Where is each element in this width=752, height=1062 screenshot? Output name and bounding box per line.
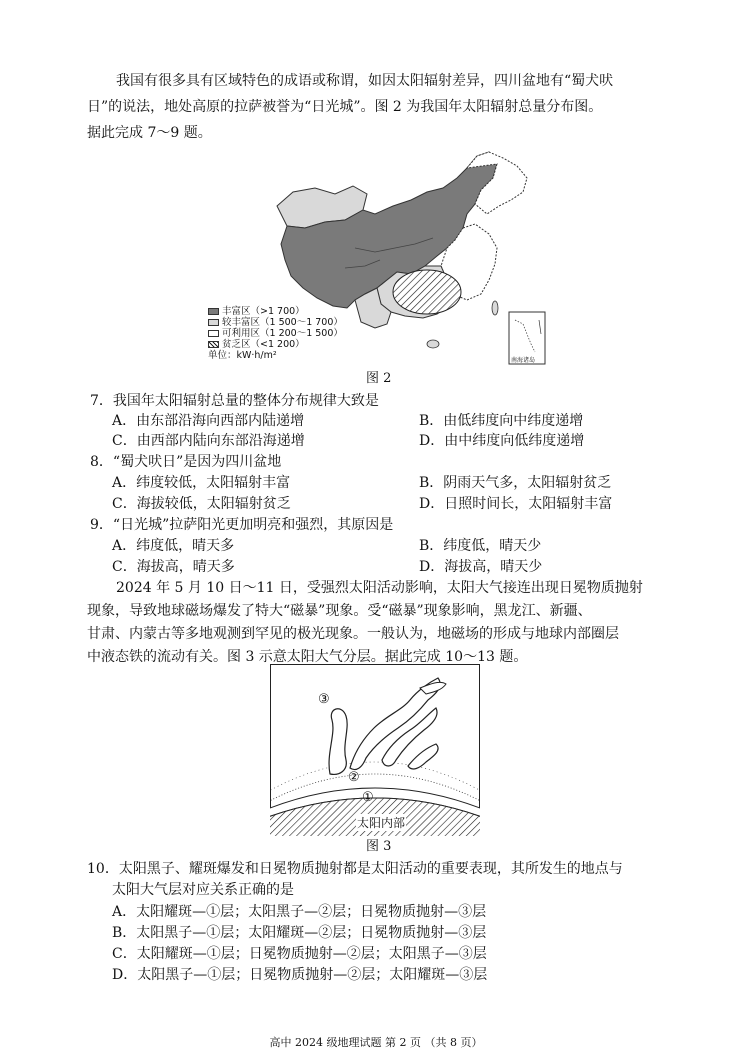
- legend-item-poor: [208, 339, 343, 350]
- solar-interior-label: 太阳内部: [357, 816, 406, 830]
- legend-label-poor: 贫乏区（<1 200）: [222, 339, 305, 350]
- solar-atmosphere-graphic: [270, 664, 480, 836]
- intro2-line-1: 2024 年 5 月 10 日～11 日，受强烈太阳活动影响，太阳大气接连出现日冕物质抛射: [116, 580, 643, 596]
- legend-item-fairly-rich: [208, 317, 343, 328]
- page-footer: 高中 2024 级地理试题 第 2 页 （共 8 页）: [269, 1036, 483, 1049]
- figure3-caption: 图 3: [366, 839, 392, 854]
- q8-option-a: A．纬度较低，太阳辐射丰富: [112, 475, 291, 491]
- legend-swatch-fairly-rich: [208, 319, 219, 326]
- legend-item-usable: [208, 328, 343, 339]
- q10-option-a: A．太阳耀斑—①层；太阳黑子—②层；日冕物质抛射—③层: [112, 904, 487, 920]
- q8-stem: 8．“蜀犬吠日”是因为四川盆地: [90, 454, 282, 470]
- q7-stem: 7．我国年太阳辐射总量的整体分布规律大致是: [90, 393, 379, 409]
- q10-stem-line-1: 10．太阳黑子、耀斑爆发和日冕物质抛射都是太阳活动的重要表现，其所发生的地点与: [87, 861, 623, 877]
- intro2-line-4: 中液态铁的流动有关。图 3 示意太阳大气分层。据此完成 10～13 题。: [87, 649, 528, 665]
- legend-label-usable: 可利用区（1 200～1 500）: [222, 328, 343, 339]
- layer-3-label: ③: [318, 692, 330, 707]
- q10-option-c: C．太阳耀斑—①层；日冕物质抛射—②层；太阳黑子—③层: [112, 946, 487, 962]
- q9-option-a: A．纬度低，晴天多: [112, 538, 235, 554]
- q7-option-b: B．由低纬度向中纬度递增: [419, 413, 584, 429]
- q9-option-d: D．海拔高，晴天少: [419, 559, 543, 575]
- layer-2-label: ②: [348, 770, 360, 785]
- legend-label-fairly-rich: 较丰富区（1 500～1 700）: [222, 317, 343, 328]
- q8-option-d: D．日照时间长，太阳辐射丰富: [419, 496, 613, 512]
- layer-1-label: ①: [362, 790, 374, 805]
- q8-option-b: B．阴雨天气多，太阳辐射贫乏: [419, 475, 612, 491]
- figure3-diagram: [270, 664, 480, 836]
- intro1-line-2: 日”的说法，地处高原的拉萨被誉为“日光城”。图 2 为我国年太阳辐射总量分布图。: [87, 99, 603, 115]
- legend-item-rich: [208, 306, 343, 317]
- legend-label-rich: 丰富区（>1 700）: [222, 306, 305, 317]
- q10-option-b: B．太阳黑子—①层；太阳耀斑—②层；日冕物质抛射—③层: [112, 925, 487, 941]
- q9-option-b: B．纬度低，晴天少: [419, 538, 542, 554]
- legend-swatch-usable: [208, 330, 219, 337]
- intro2-line-3: 甘肃、内蒙古等多地观测到罕见的极光现象。一般认为，地磁场的形成与地球内部圈层: [87, 626, 619, 642]
- legend-swatch-rich: [208, 308, 219, 315]
- q7-option-d: D．由中纬度向低纬度递增: [419, 433, 585, 449]
- figure2-legend: [208, 306, 343, 361]
- figure2-caption: 图 2: [366, 371, 392, 386]
- q8-option-c: C．海拔较低，太阳辐射贫乏: [112, 496, 291, 512]
- q9-option-c: C．海拔高，晴天多: [112, 559, 235, 575]
- intro2-line-2: 现象，导致地球磁场爆发了特大“磁暴”现象。受“磁暴”现象影响，黑龙江、新疆、: [87, 603, 592, 619]
- q9-stem: 9．“日光城”拉萨阳光更加明亮和强烈，其原因是: [90, 517, 394, 533]
- legend-swatch-poor: [208, 341, 219, 348]
- q10-stem-line-2: 太阳大气层对应关系正确的是: [112, 882, 294, 898]
- q10-option-d: D．太阳黑子—①层；日冕物质抛射—②层；太阳耀斑—③层: [112, 967, 488, 983]
- intro1-line-3: 据此完成 7～9 题。: [87, 125, 212, 141]
- legend-unit-text: 单位：kW·h/m²: [208, 350, 277, 361]
- intro1-line-1: 我国有很多具有区域特色的成语或称谓，如因太阳辐射差异，四川盆地有“蜀犬吠: [116, 73, 614, 89]
- q7-option-a: A．由东部沿海向西部内陆递增: [112, 413, 305, 429]
- legend-unit: [208, 350, 343, 361]
- q7-option-c: C．由西部内陆向东部沿海递增: [112, 433, 305, 449]
- inset-label: 南海诸岛: [511, 357, 536, 364]
